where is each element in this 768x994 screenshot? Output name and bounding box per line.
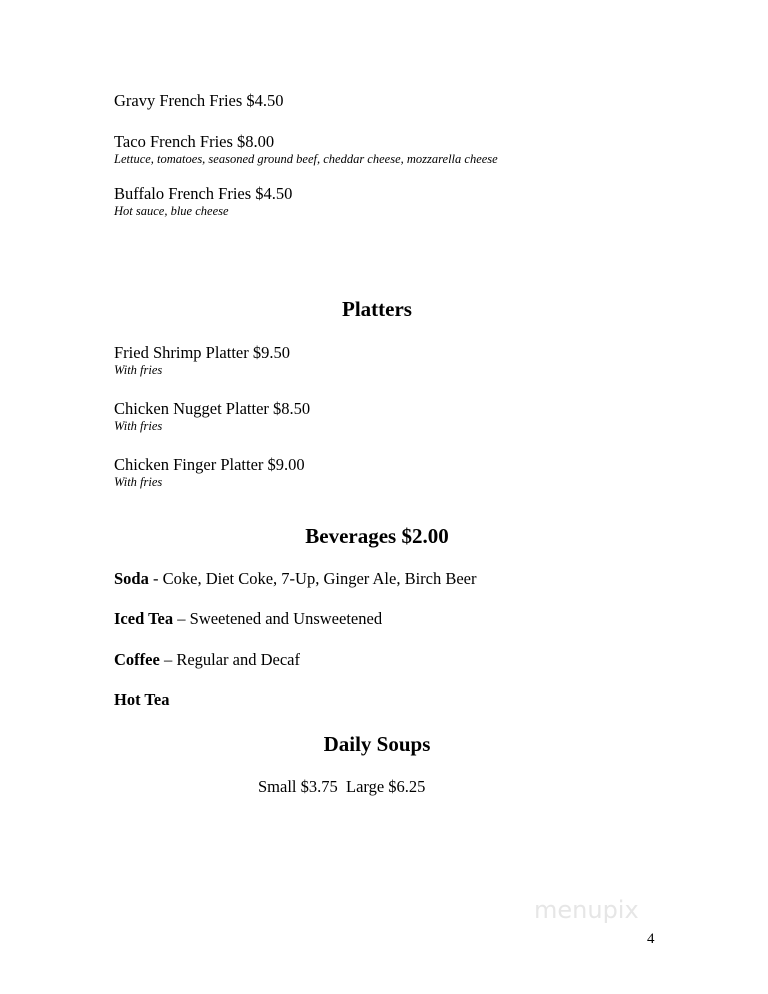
menu-item-chicken-nugget-platter: Chicken Nugget Platter $8.50 — [114, 399, 311, 418]
menu-item-description: With fries — [114, 475, 163, 489]
beverage-item-soda — [114, 569, 477, 589]
soup-prices: Small $3.75 Large $6.25 — [258, 777, 426, 796]
beverage-item-coffee — [114, 650, 300, 670]
menu-item-description: Hot sauce, blue cheese — [114, 204, 229, 218]
menu-item-fried-shrimp-platter: Fried Shrimp Platter $9.50 — [114, 343, 290, 362]
beverage-item-iced-tea — [114, 609, 382, 629]
beverage-item-hot-tea — [114, 690, 169, 710]
beverage-separator: – — [159, 650, 177, 669]
menupix-watermark-logo: menupix — [534, 896, 639, 924]
menu-item-gravy-fries: Gravy French Fries $4.50 — [114, 91, 284, 110]
section-title-platters: Platters — [342, 297, 412, 321]
menu-item-chicken-finger-platter: Chicken Finger Platter $9.00 — [114, 455, 305, 474]
beverage-name: Hot Tea — [114, 690, 170, 709]
section-title-daily-soups: Daily Soups — [323, 732, 431, 756]
page-number: 4 — [647, 931, 655, 947]
section-title-beverages: Beverages $2.00 — [305, 524, 449, 548]
beverage-name: Coffee — [114, 650, 160, 669]
menu-item-description: With fries — [114, 419, 163, 433]
menu-item-taco-fries: Taco French Fries $8.00 — [114, 132, 275, 151]
beverage-separator: – — [173, 609, 190, 628]
beverage-separator: - — [148, 569, 163, 588]
beverage-detail: Coke, Diet Coke, 7-Up, Ginger Ale, Birch Beer — [162, 569, 477, 588]
beverage-detail: Sweetened and Unsweetened — [189, 609, 383, 628]
menu-item-buffalo-fries: Buffalo French Fries $4.50 — [114, 184, 293, 203]
beverage-name: Iced Tea — [114, 609, 174, 628]
menu-item-description: With fries — [114, 363, 163, 377]
beverage-detail: Regular and Decaf — [176, 650, 300, 669]
menu-item-description: Lettuce, tomatoes, seasoned ground beef, cheddar cheese, mozzarella cheese — [114, 152, 498, 166]
beverage-name: Soda — [114, 569, 149, 588]
